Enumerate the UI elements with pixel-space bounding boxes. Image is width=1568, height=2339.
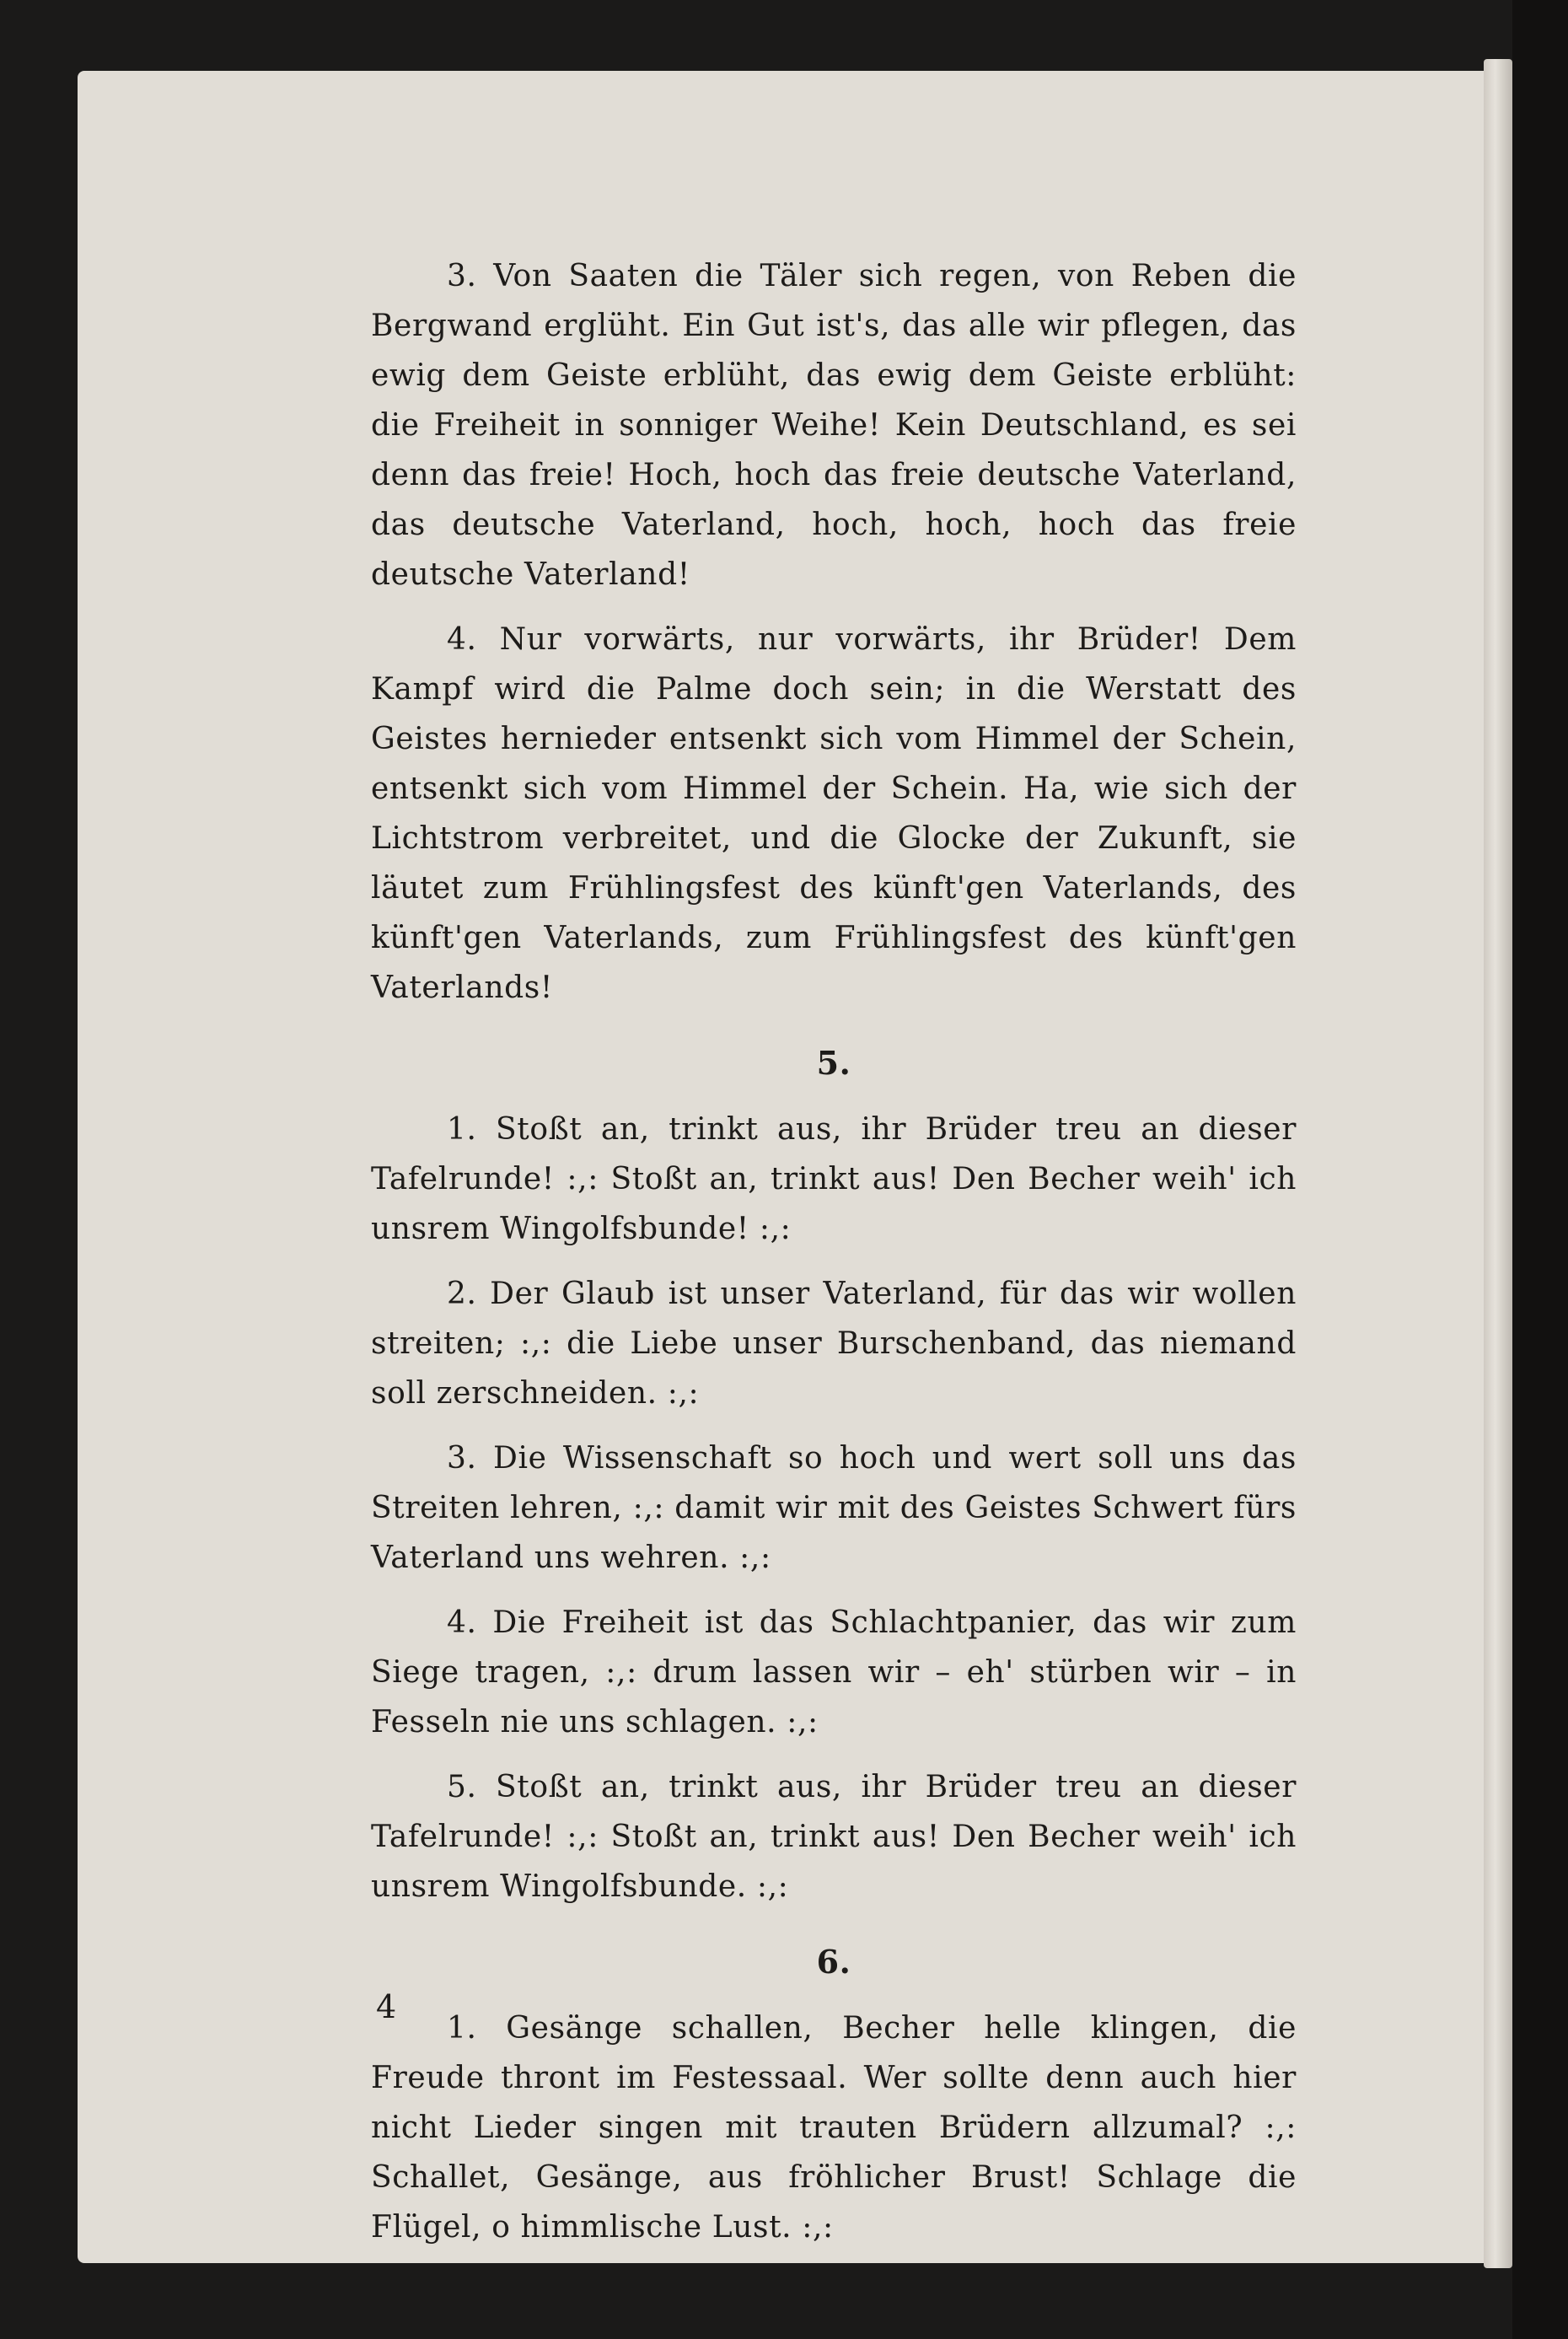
stanza-4-3: 3. Von Saaten die Täler sich regen, von Reben die Bergwand erglüht. Ein Gut ist's, das alle wir pflegen, das ewig dem Geiste erblüht, das ewig dem Geiste erblüht: die Freiheit in sonniger Weihe! Kein Deutschland, es sei denn das freie! Hoch, hoch das freie deutsche Vaterland, das deutsche Vaterland, hoch, hoch, hoch das freie deutsche Vaterland! [371,259,1297,592]
page-number: 4 [376,1988,397,2025]
stanza-5-3: 3. Die Wissenschaft so hoch und wert soll uns das Streiten lehren, :,: damit wir mit des Geistes Schwert fürs Vaterland uns wehren. :,: [371,1441,1297,1575]
stanza-5-1: 1. Stoßt an, trinkt aus, ihr Brüder treu an dieser Tafelrunde! :,: Stoßt an, trinkt aus! Den Becher weih' ich unsrem Wingolfsbunde! :,: [371,1112,1297,1246]
section-heading-6: 6. [816,1943,851,1981]
stanza-6-1: 1. Gesänge schallen, Becher helle klingen, die Freude thront im Festessaal. Wer sollte denn auch hier nicht Lieder singen mit trauten Brüdern allzumal? :,: Schallet, Gesänge, aus fröhlicher Brust! Schlage die Flügel, o himmlische Lust. :,: [371,2011,1297,2245]
stanza-4-4: 4. Nur vorwärts, nur vorwärts, ihr Brüder! Dem Kampf wird die Palme doch sein; in die Werstatt des Geistes hernieder entsenkt sich vom Himmel der Schein, entsenkt sich vom Himmel der Schein. Ha, wie sich der Lichtstrom verbreitet, und die Glocke der Zukunft, sie läutet zum Frühlingsfest des künft'gen Vaterlands, des künft'gen Vaterlands, zum Frühlingsfest des künft'gen Vaterlands! [371,622,1297,1005]
section-heading-5: 5. [816,1044,851,1082]
page-content [371,251,1297,2267]
stanza-5-5: 5. Stoßt an, trinkt aus, ihr Brüder treu an dieser Tafelrunde! :,: Stoßt an, trinkt aus! Den Becher weih' ich unsrem Wingolfsbunde. :,: [371,1770,1297,1904]
stanza-5-4: 4. Die Freiheit ist das Schlachtpanier, das wir zum Siege tragen, :,: drum lassen wir – eh' stürben wir – in Fesseln nie uns schlagen. :,: [371,1605,1297,1739]
book-spine-shadow [1512,0,1568,2339]
stanza-5-2: 2. Der Glaub ist unser Vaterland, für das wir wollen streiten; :,: die Liebe unser Burschenband, das niemand soll zerschneiden. :,: [371,1277,1297,1411]
page-edge [1484,59,1512,2268]
